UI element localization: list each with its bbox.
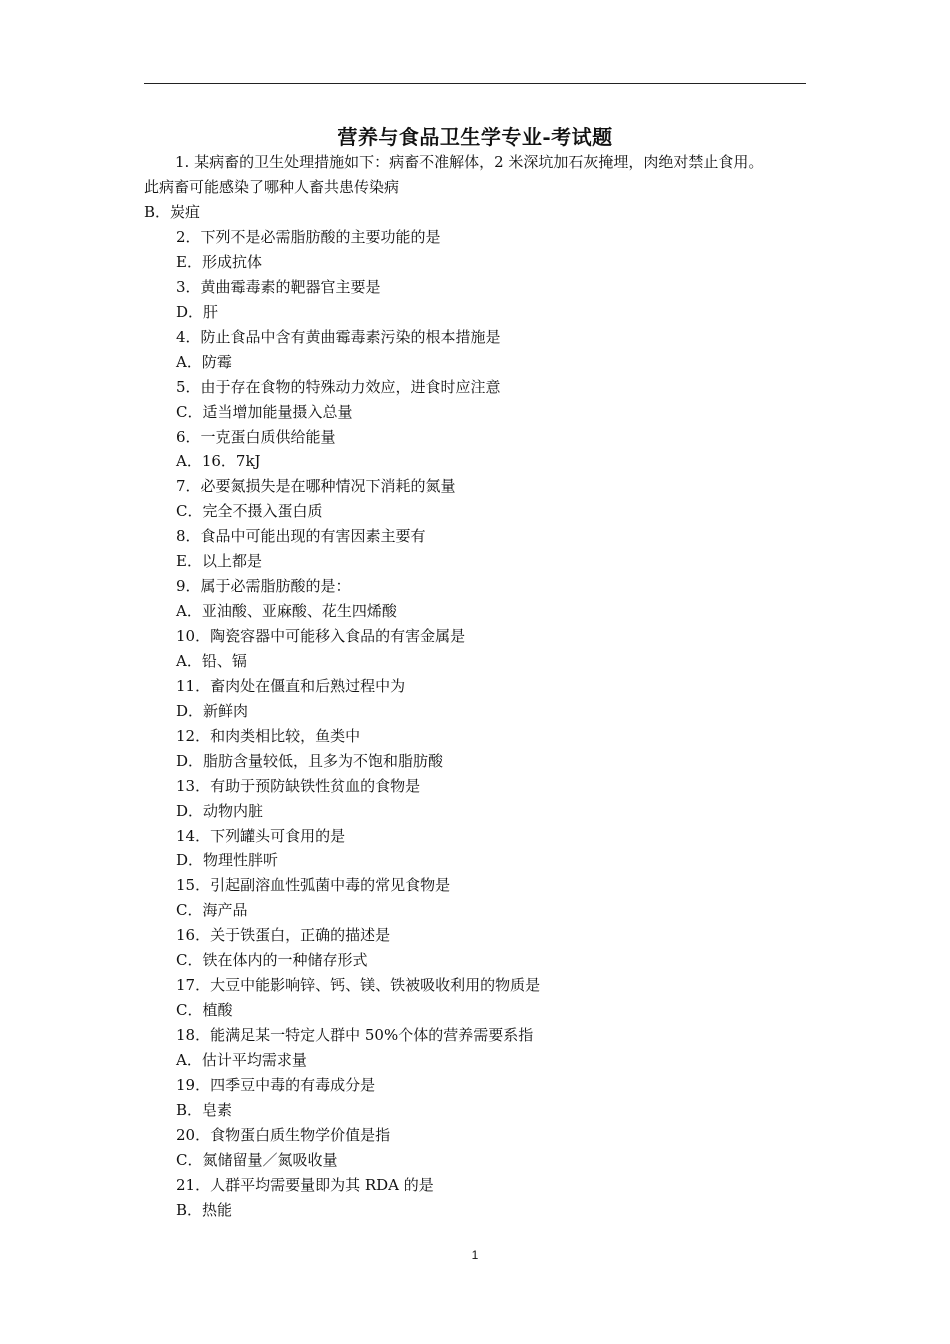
question-1-answer: B．炭疽 [144, 203, 201, 221]
answer-line: C．海产品 [176, 901, 248, 920]
question-list [176, 225, 806, 1223]
question-1-line-2: 此病畜可能感染了哪种人畜共患传染病 [144, 178, 400, 196]
answer-line: A．铅、镉 [176, 651, 247, 670]
answer-line: C．氮储留量／氮吸收量 [176, 1150, 338, 1169]
page-number: 1 [471, 1248, 479, 1262]
question-line: 7．必要氮损失是在哪种情况下消耗的氮量 [176, 477, 456, 496]
question-1 [144, 150, 808, 225]
question-line: 19．四季豆中毒的有毒成分是 [176, 1075, 376, 1094]
question-line: 21．人群平均需要量即为其 RDA 的是 [176, 1175, 434, 1194]
question-line: 5．由于存在食物的特殊动力效应，进食时应注意 [176, 377, 501, 396]
question-line: 2．下列不是必需脂肪酸的主要功能的是 [176, 228, 441, 246]
question-line: 9．属于必需脂肪酸的是： [176, 577, 351, 596]
answer-line: A．防霉 [176, 352, 232, 371]
question-line: 8．食品中可能出现的有害因素主要有 [176, 527, 426, 546]
question-line: 4．防止食品中含有黄曲霉毒素污染的根本措施是 [176, 327, 501, 346]
answer-line: A．估计平均需求量 [176, 1050, 307, 1069]
answer-line: C．铁在体内的一种储存形式 [176, 951, 368, 970]
answer-line: C．植酸 [176, 1001, 233, 1020]
answer-line: D．新鲜肉 [176, 701, 249, 720]
question-line: 14．下列罐头可食用的是 [176, 826, 346, 845]
question-line: 11．畜肉处在僵直和后熟过程中为 [176, 676, 406, 695]
question-line: 15．引起副溶血性弧菌中毒的常见食物是 [176, 876, 451, 895]
answer-line: C．适当增加能量摄入总量 [176, 402, 353, 421]
question-line: 13．有助于预防缺铁性贫血的食物是 [176, 776, 421, 795]
answer-line: D．脂肪含量较低，且多为不饱和脂肪酸 [176, 751, 444, 770]
question-1-line-1: 1. 某病畜的卫生处理措施如下：病畜不准解体，2 米深坑加石灰掩埋，肉绝对禁止食用。 [175, 153, 764, 171]
question-line: 17．大豆中能影响锌、钙、镁、铁被吸收利用的物质是 [176, 976, 541, 995]
answer-line: A．16．7kJ [176, 452, 261, 471]
question-line: 12．和肉类相比较，鱼类中 [176, 726, 361, 745]
answer-line: A．亚油酸、亚麻酸、花生四烯酸 [176, 602, 397, 621]
answer-line: D．物理性胖听 [176, 851, 279, 870]
question-line: 16．关于铁蛋白，正确的描述是 [176, 926, 391, 945]
document-title: 营养与食品卫生学专业-考试题 [337, 125, 613, 149]
question-line: 18．能满足某一特定人群中 50%个体的营养需要系指 [176, 1026, 534, 1044]
question-line: 10．陶瓷容器中可能移入食品的有害金属是 [176, 627, 466, 645]
question-line: 3．黄曲霉毒素的靶器官主要是 [176, 277, 381, 296]
answer-line: E．以上都是 [176, 552, 262, 571]
header-rule [144, 83, 806, 84]
answer-line: E．形成抗体 [176, 252, 262, 271]
question-line: 6．一克蛋白质供给能量 [176, 427, 336, 446]
answer-line: B．皂素 [176, 1100, 233, 1119]
answer-line: D．动物内脏 [176, 801, 264, 820]
question-line: 20．食物蛋白质生物学价值是指 [176, 1125, 391, 1144]
answer-line: D．肝 [176, 302, 219, 321]
answer-line: C．完全不摄入蛋白质 [176, 502, 323, 521]
answer-line: B．热能 [176, 1200, 233, 1219]
